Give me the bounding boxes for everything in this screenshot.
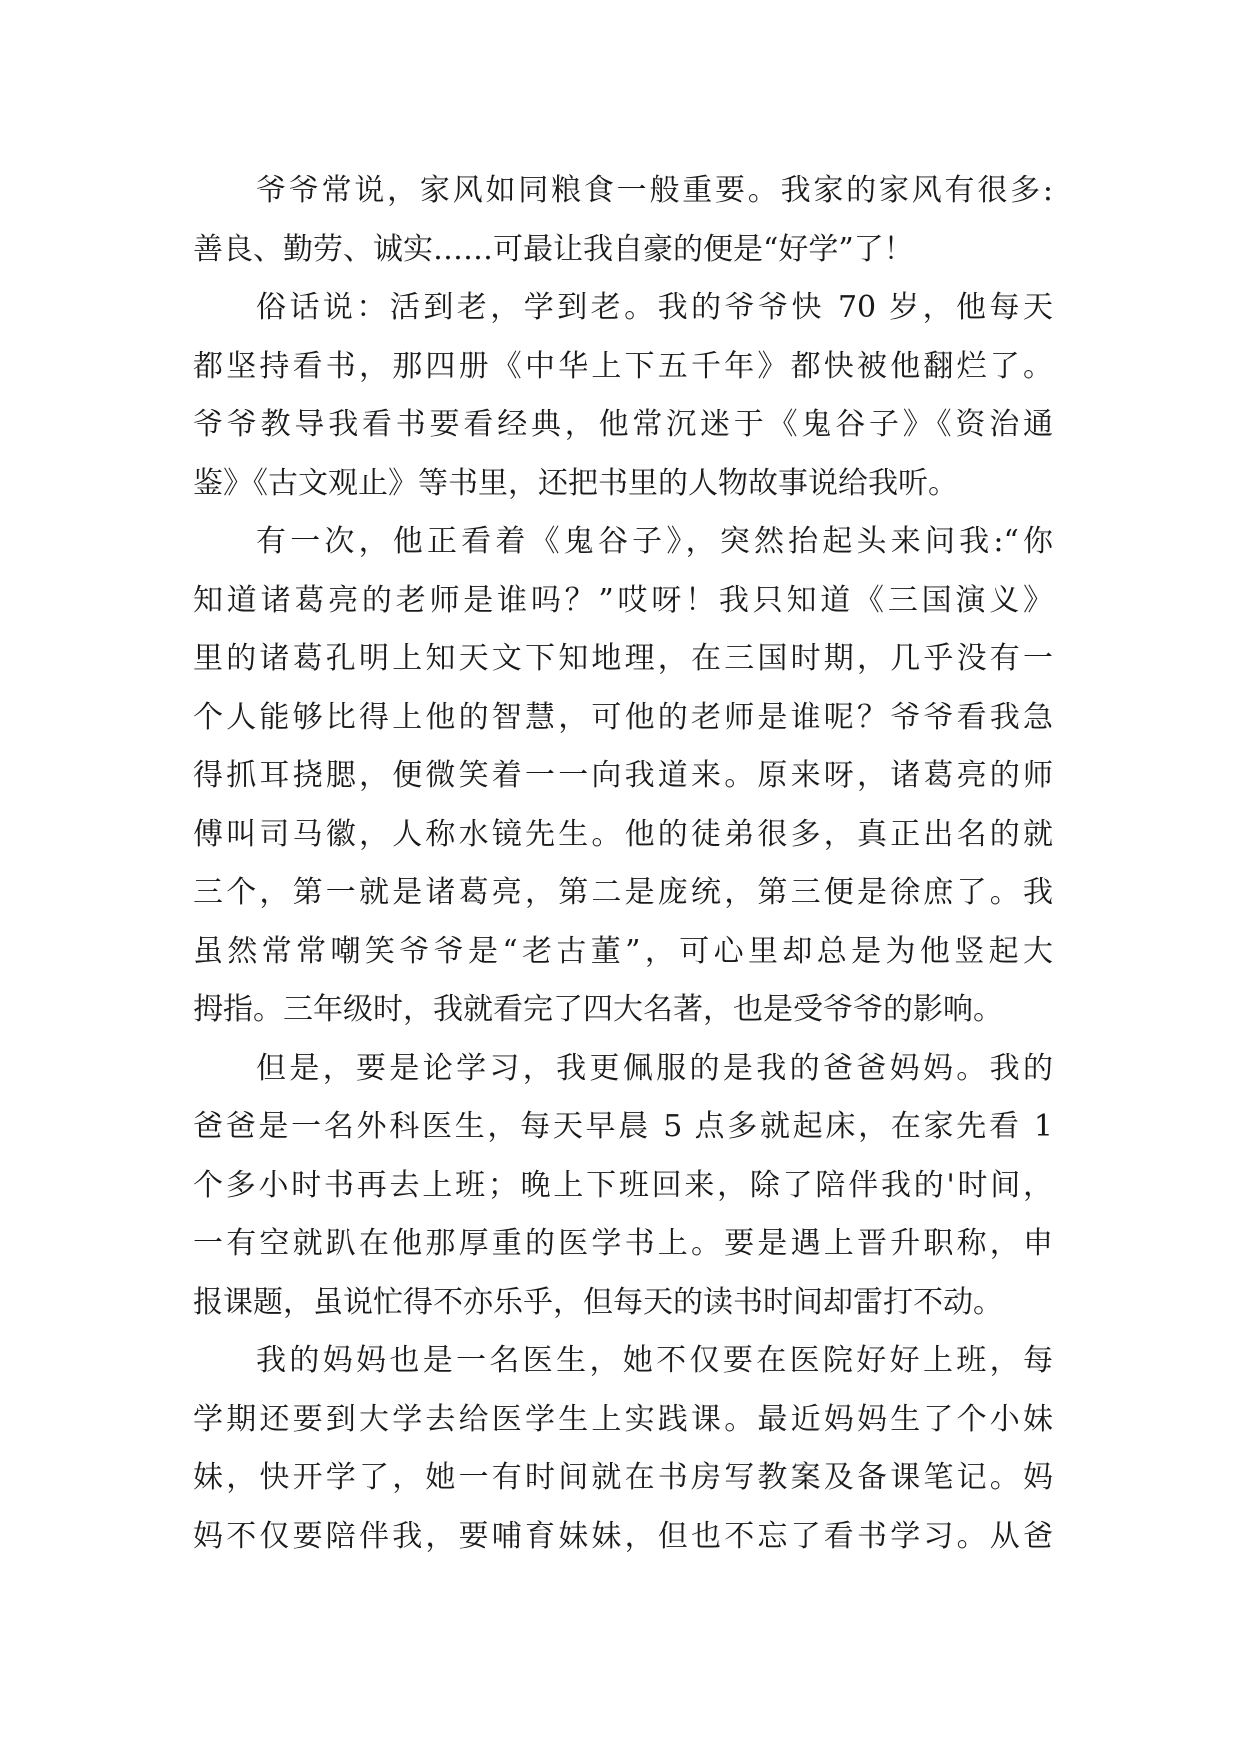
text-line: 知道诸葛亮的老师是谁吗？”哎呀！我只知道《三国演义》 xyxy=(193,582,1053,618)
text-line: 妹，快开学了，她一有时间就在书房写教案及备课笔记。妈 xyxy=(193,1460,1053,1495)
text-line: 爸爸是一名外科医生，每天早晨 5 点多就起床，在家先看 1 xyxy=(193,1109,1053,1144)
text-line: 妈不仅要陪伴我，要哺育妹妹，但也不忘了看书学习。从爸 xyxy=(193,1518,1053,1554)
paragraph-first-line: 俗话说：活到老，学到老。我的爷爷快 70 岁，他每天 xyxy=(256,290,1053,325)
paragraph-first-line: 但是，要是论学习，我更佩服的是我的爸爸妈妈。我的 xyxy=(256,1050,1053,1086)
text-line: 傅叫司马徽，人称水镜先生。他的徒弟很多，真正出名的就 xyxy=(193,816,1053,852)
text-line: 个多小时书再去上班；晚上下班回来，除了陪伴我的'时间， xyxy=(193,1167,1053,1203)
text-line: 都坚持看书，那四册《中华上下五千年》都快被他翻烂了。 xyxy=(193,348,1053,384)
text-line: 爷爷教导我看书要看经典，他常沉迷于《鬼谷子》《资治通 xyxy=(193,407,1053,442)
essay-body xyxy=(193,162,1053,1566)
text-line: 三个，第一就是诸葛亮，第二是庞统，第三便是徐庶了。我 xyxy=(193,875,1053,910)
text-line: 拇指。三年级时，我就看完了四大名著，也是受爷爷的影响。 xyxy=(193,992,1003,1027)
text-line: 报课题，虽说忙得不亦乐乎，但每天的读书时间却雷打不动。 xyxy=(193,1284,1003,1320)
text-line: 学期还要到大学去给医学生上实践课。最近妈妈生了个小妹 xyxy=(193,1401,1053,1437)
text-line: 一有空就趴在他那厚重的医学书上。要是遇上晋升职称，申 xyxy=(193,1226,1053,1261)
text-line: 善良、勤劳、诚实……可最让我自豪的便是“好学”了！ xyxy=(193,231,914,267)
paragraph-first-line: 爷爷常说，家风如同粮食一般重要。我家的家风有很多: xyxy=(256,173,1053,208)
paragraph-first-line: 我的妈妈也是一名医生，她不仅要在医院好好上班，每 xyxy=(256,1343,1053,1378)
paragraph-first-line: 有一次，他正看着《鬼谷子》，突然抬起头来问我:“你 xyxy=(256,524,1053,559)
text-line: 里的诸葛孔明上知天文下知地理，在三国时期，几乎没有一 xyxy=(193,641,1053,676)
text-line: 得抓耳挠腮，便微笑着一一向我道来。原来呀，诸葛亮的师 xyxy=(193,758,1053,793)
text-line: 虽然常常嘲笑爷爷是“老古董”，可心里却总是为他竖起大 xyxy=(193,933,1053,969)
text-line: 鉴》《古文观止》等书里，还把书里的人物故事说给我听。 xyxy=(193,465,958,501)
text-line: 个人能够比得上他的智慧，可他的老师是谁呢？爷爷看我急 xyxy=(193,699,1053,735)
